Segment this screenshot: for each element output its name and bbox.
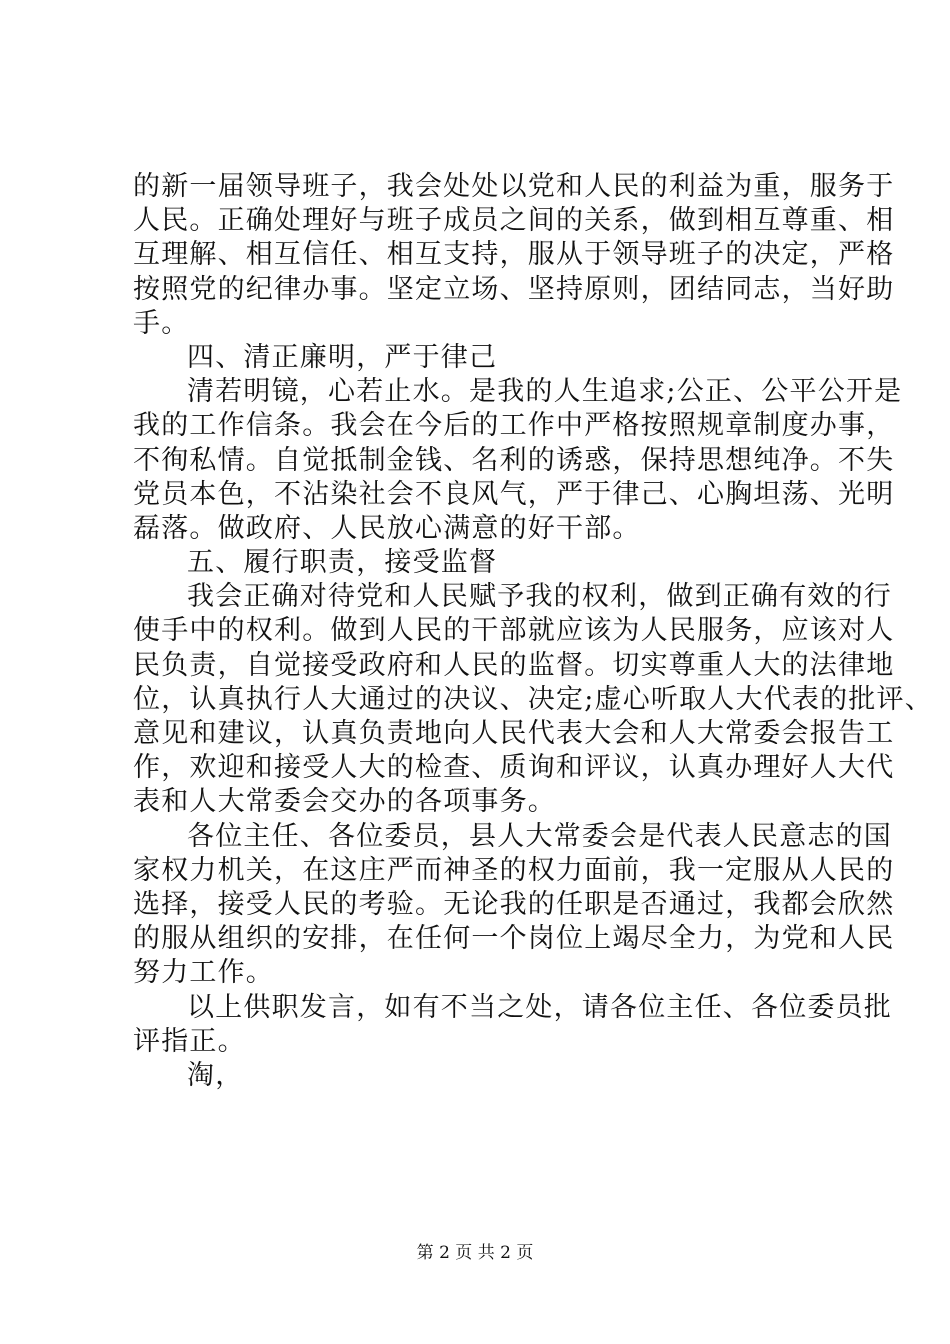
text-line: 按照党的纪律办事。坚定立场、坚持原则，团结同志，当好助 [133, 273, 895, 305]
text-line: 意见和建议，认真负责地向人民代表大会和人大常委会报告工 [133, 718, 895, 749]
text-line: 我会正确对待党和人民赋予我的权利，做到正确有效的行 [187, 581, 892, 613]
text-line: 的服从组织的安排，在任何一个岗位上竭尽全力，为党和人民 [133, 923, 895, 955]
text-line: 党员本色，不沾染社会不良风气，严于律己、心胸坦荡、光明 [133, 478, 895, 510]
text-line: 不徇私情。自觉抵制金钱、名利的诱惑，保持思想纯净。不失 [133, 444, 895, 476]
text-line: 人民。正确处理好与班子成员之间的关系，做到相互尊重、相 [133, 205, 895, 237]
text-line: 家权力机关，在这庄严而神圣的权力面前，我一定服从人民的 [133, 854, 895, 886]
text-line: 各位主任、各位委员，县人大常委会是代表人民意志的国 [187, 820, 892, 852]
text-line: 作，欢迎和接受人大的检查、质询和评议，认真办理好人大代 [133, 752, 895, 784]
text-line: 使手中的权利。做到人民的干部就应该为人民服务，应该对人 [133, 615, 895, 647]
text-line: 以上供职发言，如有不当之处，请各位主任、各位委员批 [187, 991, 892, 1023]
text-line: 我的工作信条。我会在今后的工作中严格按照规章制度办事， [133, 410, 895, 442]
text-line: 磊落。做政府、人民放心满意的好干部。 [133, 512, 641, 544]
text-line: 手。 [133, 307, 190, 339]
text-line: 努力工作。 [133, 957, 274, 989]
text-line: 淘， [187, 1059, 244, 1091]
text-line: 四、清正廉明，严于律己 [187, 341, 498, 373]
text-line: 民负责，自觉接受政府和人民的监督。切实尊重人大的法律地 [133, 649, 895, 681]
text-line: 互理解、相互信任、相互支持，服从于领导班子的决定，严格 [133, 239, 895, 271]
text-line: 选择，接受人民的考验。无论我的任职是否通过，我都会欣然 [133, 888, 895, 920]
text-line: 清若明镜，心若止水。是我的人生追求;公正、公平公开是 [187, 376, 903, 408]
page-number-footer: 第 2 页 共 2 页 [416, 1243, 534, 1263]
text-line: 的新一届领导班子，我会处处以党和人民的利益为重，服务于 [133, 171, 895, 202]
text-line: 五、履行职责，接受监督 [187, 547, 498, 579]
text-line: 评指正。 [133, 1025, 246, 1057]
text-line: 表和人大常委会交办的各项事务。 [133, 786, 556, 818]
document-body [133, 170, 933, 1093]
text-line: 位，认真执行人大通过的决议、决定;虚心听取人大代表的批评、 [133, 683, 933, 715]
